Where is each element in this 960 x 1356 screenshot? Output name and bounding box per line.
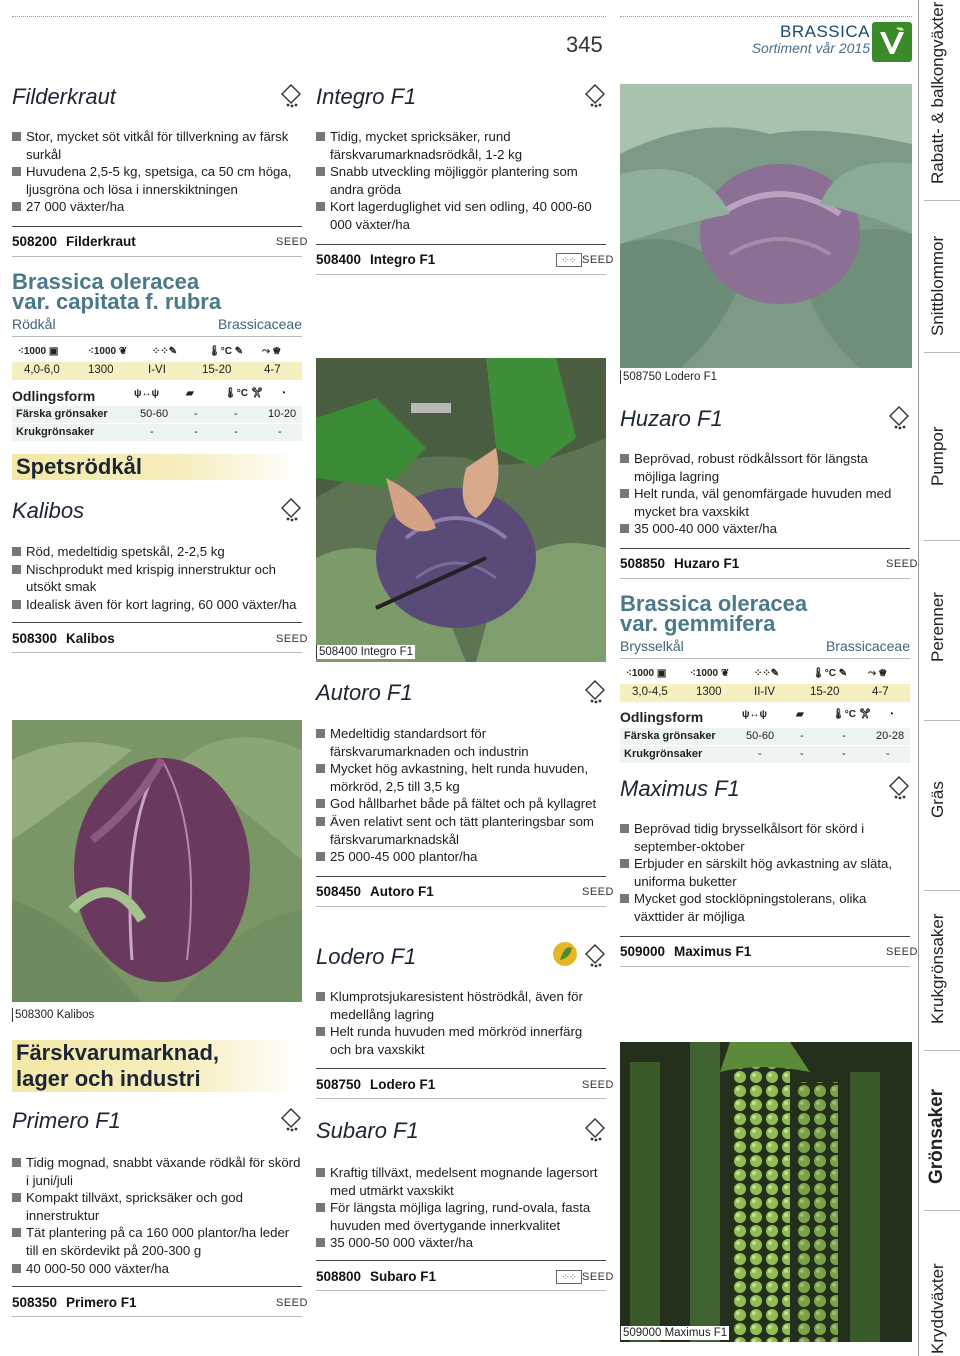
article-autoro [316,884,434,899]
section-banner-farskvarumarknad [12,1040,302,1092]
family-name: Brassicaceae [217,316,302,332]
divider [316,1098,606,1099]
divider [12,336,302,337]
brand-title: BRASSICA [780,22,870,41]
odlingsform-table [620,728,910,764]
divider [620,936,910,937]
sidebar-divider [924,200,960,201]
list-item: Kraftig tillväxt, medelsent mognande lagersort med utmärkt vaxskikt [316,1164,606,1199]
seed-packet-icon [584,680,606,704]
seed-packet-icon [280,84,302,108]
table-cell: 20-28 [876,730,905,742]
list-item: Tät plantering på ca 160 000 plantor/ha leder till en skördevikt på 200-300 g [12,1224,304,1259]
sidebar-item-rabatt[interactable]: Rabatt- & balkongväxter [928,1,947,184]
table-cell: - [886,748,890,760]
sidebar-divider [924,890,960,891]
bullets-kalibos [12,543,304,613]
article-kalibos [12,631,115,646]
list-item: God hållbarhet både på fältet och på kyllagret [316,795,606,813]
list-item: Helt runda, väl genomfärgade huvuden med mycket bra vaxskikt [620,485,912,520]
table-cell: - [800,748,804,760]
sidebar-item-snittblommor[interactable]: Snittblommor [928,235,947,336]
article-name: Subaro F1 [370,1269,437,1284]
list-item: 35 000-40 000 växter/ha [620,520,912,538]
divider [620,966,910,967]
table-cell: - [758,748,762,760]
list-item: Snabb utveckling möjliggör plantering som andra gröda [316,163,606,198]
list-item: 25 000-45 000 plantor/ha [316,848,606,866]
article-name: Huzaro F1 [674,556,740,571]
stats-row [12,362,302,380]
article-number: 508200 [12,234,58,249]
stat-value: 1300 [88,364,114,376]
table-cell: - [194,426,198,438]
list-item: Även relativt sent och tätt planteringsbar som färskvarumarknadskål [316,813,606,848]
divider [12,1316,302,1317]
variety-title-lodero: Lodero F1 [316,944,417,969]
resistance-badge-icon [552,940,578,968]
sidebar-item-gronsaker[interactable]: Grönsaker [926,1088,947,1184]
divider [12,622,302,623]
list-item: Röd, medeltidig spetskål, 2-2,5 kg [12,543,304,561]
page-number: 345 [566,32,603,57]
bullets-autoro [316,725,606,866]
table-cell: 10-20 [268,408,297,420]
sowing-time-icon: ⁘⁘✎ [754,668,780,679]
stat-value: I-VI [148,364,166,376]
sidebar-divider [924,540,960,541]
table-row-label: Krukgrönsaker [624,748,703,760]
list-item: För längsta möjliga lagring, rund-ovala, fasta huvuden med övertygande innerkvalitet [316,1199,606,1234]
cultivation-icons [620,664,910,686]
list-item: Nischprodukt med krispig innerstruktur och utsökt smak [12,561,304,596]
bullets-filderkraut [12,128,304,216]
transplant-icon: ⤳ ♛ [262,346,281,357]
list-item: 27 000 växter/ha [12,198,304,216]
pelleted-seed-icon: ⁘⁘ [556,1270,582,1284]
transplant-icon: ⤳ ♛ [868,668,887,679]
variety-title-filderkraut: Filderkraut [12,84,116,109]
table-row-label: Färska grönsaker [624,730,716,742]
article-huzaro [620,556,739,571]
sidebar-divider [924,1210,960,1211]
banner-line1: Färskvarumarknad, [16,1040,219,1065]
list-item: 35 000-50 000 växter/ha [316,1234,606,1252]
divider [620,578,910,579]
seed-label: SEED [582,254,614,266]
bullets-primero [12,1154,304,1277]
brand-header [742,22,870,56]
table-cell: - [234,408,238,420]
article-lodero [316,1077,435,1092]
temperature-icon: 🌡°C ✂ [832,709,872,720]
photo-kalibos [12,720,302,1002]
photo-maximus [620,1042,912,1342]
table-cell: 50-60 [140,408,169,420]
species-line1: Brassica oleracea [12,269,200,294]
seed-packet-icon [280,1108,302,1132]
thousand-seed-weight-icon: ⁖1000 ▣ [18,346,59,357]
variety-title-kalibos: Kalibos [12,498,85,523]
variety-title-integro: Integro F1 [316,84,417,109]
odlingsform-heading: Odlingsform [12,388,96,404]
list-item: Stor, mycket söt vitkål för tillverkning av färsk surkål [12,128,304,163]
table-row-label: Krukgrönsaker [16,426,95,438]
banner-line2: lager och industri [16,1066,201,1091]
temperature-icon: 🌡°C ✂ [224,388,264,399]
table-row [12,406,302,423]
list-item: Erbjuder en särskilt hög avkastning av släta, uniforma buketter [620,855,912,890]
stat-value: 1300 [696,686,722,698]
bullets-maximus [620,820,912,926]
top-rule [12,16,606,17]
clock-icon: ◔ [280,388,287,399]
species-line1: Brassica oleracea [620,591,808,616]
article-number: 508350 [12,1295,58,1310]
table-cell: - [842,748,846,760]
species-name [620,591,808,636]
divider [12,256,302,257]
sidebar-divider [924,1050,960,1051]
seeds-per-gram-icon: ⁖1000 ❦ [88,346,128,357]
seed-packet-icon [584,84,606,108]
seed-packet-icon [888,406,910,430]
article-number: 508450 [316,884,362,899]
seed-label: SEED [276,633,308,645]
sidebar-item-pumpor[interactable]: Pumpor [928,426,947,486]
table-cell: - [278,426,282,438]
stat-value: 4-7 [872,686,889,698]
stat-value: 15-20 [810,686,840,698]
bullets-huzaro [620,450,912,538]
seed-packet-icon [584,944,606,968]
sidebar-divider [924,720,960,721]
odlingsform-table [12,406,302,442]
article-number: 508400 [316,252,362,267]
article-name: Filderkraut [66,234,136,249]
seed-label: SEED [582,886,614,898]
common-name: Brysselkål [620,638,684,654]
seed-label: SEED [886,946,918,958]
sidebar-divider [924,352,960,353]
list-item: Beprövad, robust rödkålssort för längsta möjliga lagring [620,450,912,485]
table-row [12,424,302,441]
list-item: Beprövad tidig brysselkålsort för skörd i september-oktober [620,820,912,855]
variety-title-maximus: Maximus F1 [620,776,740,801]
list-item: Tidig, mycket spricksäker, rund färskvarumarknadsrödkål, 1-2 kg [316,128,606,163]
divider [316,1290,606,1291]
article-integro [316,252,435,267]
sidebar-item-gras[interactable]: Gräs [928,781,947,818]
pelleted-seed-icon: ⁘⁘ [556,253,582,267]
table-row [620,728,910,745]
bullets-integro [316,128,606,234]
stat-value: 4,0-6,0 [24,364,60,376]
seed-label: SEED [582,1079,614,1091]
stats-row [620,684,910,702]
plant-spacing-icon: ψ↔ψ [134,388,160,399]
variety-title-subaro: Subaro F1 [316,1118,419,1143]
list-item: Kort lagerduglighet vid sen odling, 40 000-60 000 växter/ha [316,198,606,233]
list-item: Tidig mognad, snabbt växande rödkål för skörd i juni/juli [12,1154,304,1189]
sidebar-item-krukgronsaker[interactable]: Krukgrönsaker [928,913,947,1024]
tray-icon: ▰ [186,388,194,399]
common-name: Rödkål [12,316,56,332]
species-name [12,269,222,314]
divider [620,548,910,549]
article-number: 508300 [12,631,58,646]
bullets-subaro [316,1164,606,1252]
article-name: Lodero F1 [370,1077,436,1092]
list-item: Mycket god stocklöpningstolerans, olika växttider är möjliga [620,890,912,925]
article-number: 508850 [620,556,666,571]
variety-title-autoro: Autoro F1 [316,680,413,705]
stat-value: 15-20 [202,364,232,376]
list-item: Klumprotsjukaresistent höströdkål, även för medellång lagring [316,988,606,1023]
divider [12,652,302,653]
table-cell: 50-60 [746,730,775,742]
photo-caption: 508300 Kalibos [12,1008,96,1022]
article-number: 508750 [316,1077,362,1092]
article-name: Autoro F1 [370,884,434,899]
brand-logo-icon [872,22,912,62]
list-item: Idealisk även för kort lagring, 60 000 växter/ha [12,596,304,614]
divider [316,274,606,275]
variety-title-huzaro: Huzaro F1 [620,406,723,431]
table-cell: - [194,408,198,420]
table-cell: - [800,730,804,742]
table-cell: - [234,426,238,438]
divider [620,658,910,659]
seed-label: SEED [582,1271,614,1283]
section-banner-spetsrodkal: Spetsrödkål [12,454,302,480]
seed-label: SEED [276,236,308,248]
list-item: 40 000-50 000 växter/ha [12,1260,304,1278]
seed-packet-icon [888,776,910,800]
photo-caption: 508400 Integro F1 [316,645,415,659]
variety-title-primero: Primero F1 [12,1108,121,1133]
seeds-per-gram-icon: ⁖1000 ❦ [690,668,730,679]
odlingsform-heading: Odlingsform [620,709,704,725]
article-name: Maximus F1 [674,944,752,959]
divider [316,244,606,245]
divider [12,226,302,227]
list-item: Huvudena 2,5-5 kg, spetsiga, ca 50 cm höga, ljusgröna och lösa i innerskiktningen [12,163,304,198]
family-name: Brassicaceae [825,638,910,654]
stat-value: 3,0-4,5 [632,686,668,698]
article-primero [12,1295,137,1310]
sidebar-item-kryddvaxter[interactable]: Kryddväxter [928,1263,947,1354]
plant-spacing-icon: ψ↔ψ [742,709,768,720]
article-number: 508800 [316,1269,362,1284]
photo-caption: 508750 Lodero F1 [620,370,719,384]
temperature-icon: 🌡°C ✎ [812,668,848,679]
clock-icon: ◔ [888,709,895,720]
divider [316,906,606,907]
article-maximus [620,944,751,959]
sidebar-border [918,0,919,1356]
seed-label: SEED [886,558,918,570]
article-filderkraut [12,234,136,249]
divider [316,1260,606,1261]
table-row [620,746,910,763]
divider [316,1068,606,1069]
article-name: Integro F1 [370,252,436,267]
list-item: Helt runda huvuden med mörkröd innerfärg och bra vaxskikt [316,1023,606,1058]
table-row-label: Färska grönsaker [16,408,108,420]
divider [316,876,606,877]
brand-subtitle: Sortiment vår 2015 [751,40,870,56]
photo-integro [316,358,606,662]
bullets-lodero [316,988,606,1058]
table-cell: - [150,426,154,438]
list-item: Mycket hög avkastning, helt runda huvuden, mörkröd, 2,5 till 3,5 kg [316,760,606,795]
article-number: 509000 [620,944,666,959]
article-subaro [316,1269,436,1284]
divider [12,1286,302,1287]
table-cell: - [842,730,846,742]
cultivation-icons [12,342,302,364]
species-line2: var. capitata f. rubra [12,289,222,314]
stat-value: II-IV [754,686,776,698]
article-name: Primero F1 [66,1295,137,1310]
sowing-time-icon: ⁘⁘✎ [152,346,178,357]
thousand-seed-weight-icon: ⁖1000 ▣ [626,668,667,679]
photo-caption: 509000 Maximus F1 [620,1326,729,1340]
photo-lodero [620,84,912,368]
article-name: Kalibos [66,631,115,646]
species-line2: var. gemmifera [620,611,776,636]
top-rule-right [620,16,912,17]
seed-packet-icon [280,498,302,522]
list-item: Kompakt tillväxt, spricksäker och god innerstruktur [12,1189,304,1224]
stat-value: 4-7 [264,364,281,376]
seed-label: SEED [276,1297,308,1309]
sidebar-item-perenner[interactable]: Perenner [928,592,947,662]
list-item: Medeltidig standardsort för färskvarumarknaden och industrin [316,725,606,760]
seed-packet-icon [584,1118,606,1142]
tray-icon: ▰ [796,709,804,720]
temperature-icon: 🌡°C ✎ [208,346,244,357]
